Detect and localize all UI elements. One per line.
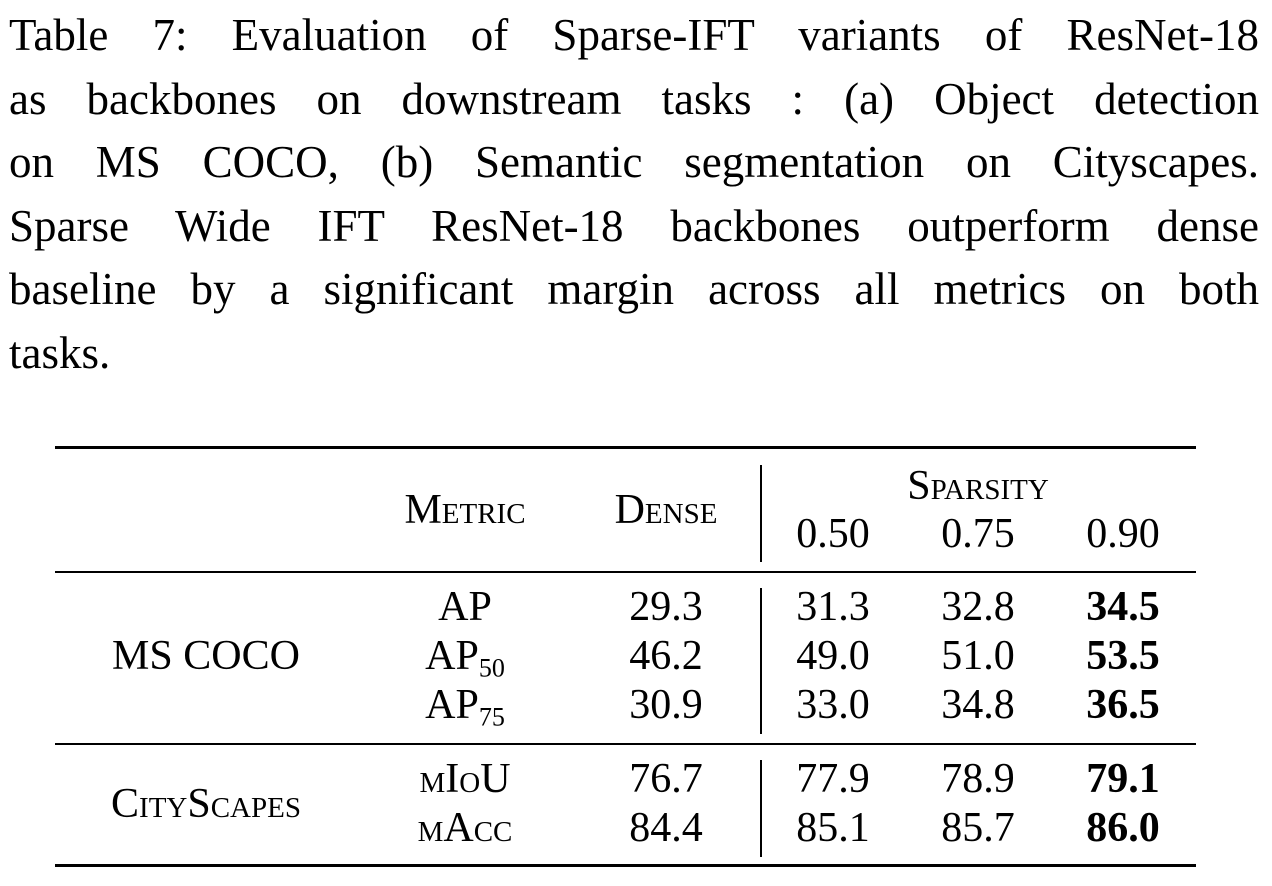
metric-cell: $AP_{50}$: [425, 633, 505, 683]
dense-cell: 46.2: [629, 633, 703, 679]
header-sparsity-090: 0.90: [1086, 511, 1160, 557]
dense-cell: 29.3: [629, 584, 703, 630]
caption-line: Sparse Wide IFT ResNet-18 backbones outperform dense: [9, 200, 1259, 251]
sparsity-075-cell: 78.9: [941, 756, 1015, 802]
sparsity-050-cell: 31.3: [796, 584, 870, 630]
sparsity-075-cell: 51.0: [941, 633, 1015, 679]
metric-cell: mAcc: [417, 805, 513, 851]
sparsity-050-cell: 77.9: [796, 756, 870, 802]
dense-cell: 84.4: [629, 805, 703, 851]
sparsity-075-cell: 34.8: [941, 682, 1015, 728]
dense-cell: 30.9: [629, 682, 703, 728]
column-separator: [760, 465, 762, 562]
sparsity-090-cell-best: 34.5: [1086, 584, 1160, 630]
header-sparsity-050: 0.50: [796, 511, 870, 557]
metric-cell: mIoU: [419, 756, 511, 802]
caption-line: as backbones on downstream tasks : (a) Object detection: [9, 73, 1259, 124]
column-separator: [760, 588, 762, 734]
caption-line: tasks.: [9, 327, 111, 378]
header-sparsity-075: 0.75: [941, 511, 1015, 557]
group-rule: [55, 743, 1196, 745]
sparsity-090-cell-best: 86.0: [1086, 805, 1160, 851]
caption-line: baseline by a significant margin across all metrics on both: [9, 264, 1259, 314]
metric-cell: $AP_{75}$: [425, 682, 505, 732]
sparsity-075-cell: 85.7: [941, 805, 1015, 851]
header-rule: [55, 571, 1196, 573]
caption-line: Table 7: Evaluation of Sparse-IFT variants of ResNet-18: [9, 10, 1259, 60]
dataset-label: MS COCO: [112, 633, 300, 679]
sparsity-075-cell: 32.8: [941, 584, 1015, 630]
sparsity-050-cell: 49.0: [796, 633, 870, 679]
sparsity-090-cell-best: 53.5: [1086, 633, 1160, 679]
sparsity-050-cell: 85.1: [796, 805, 870, 851]
sparsity-090-cell-best: 79.1: [1086, 756, 1160, 802]
metric-cell: AP: [438, 584, 492, 630]
caption-line: on MS COCO, (b) Semantic segmentation on Cityscapes.: [9, 137, 1259, 187]
dense-cell: 76.7: [629, 756, 703, 802]
dataset-label: CityScapes: [111, 781, 301, 827]
column-separator: [760, 760, 762, 857]
header-dense: Dense: [614, 487, 718, 533]
top-rule: [55, 446, 1196, 449]
sparsity-090-cell-best: 36.5: [1086, 682, 1160, 728]
sparsity-050-cell: 33.0: [796, 682, 870, 728]
table-caption: [9, 4, 1259, 385]
bottom-rule: [55, 864, 1196, 867]
header-sparsity: Sparsity: [907, 463, 1049, 509]
header-metric: Metric: [404, 487, 526, 533]
